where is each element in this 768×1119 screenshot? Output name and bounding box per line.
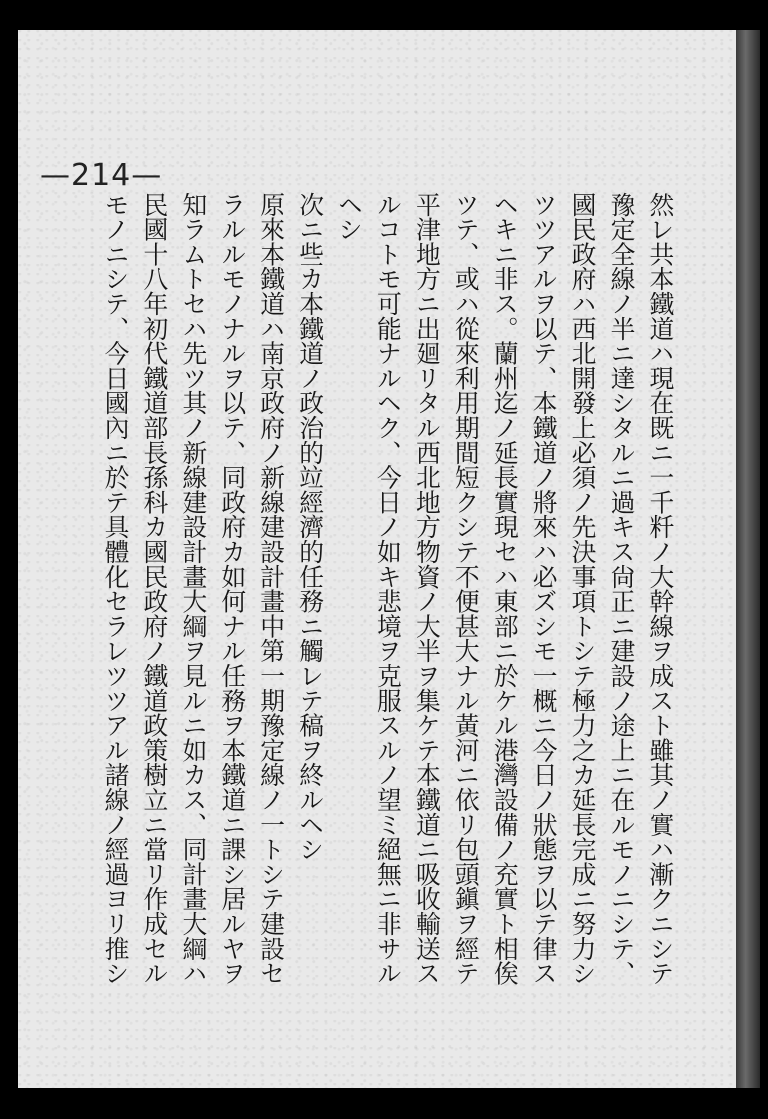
text-column: 豫定全線ノ半ニ達シタルニ過キス尙正ニ建設ノ途上ニ在ルモノニシテ、 [606, 192, 636, 986]
text-column: 原來本鐵道ハ南京政府ノ新線建設計畫中第一期豫定線ノ一トシテ建設セ [256, 192, 286, 986]
text-column: ヘキニ非ス。蘭州迄ノ延長實現セハ東部ニ於ケル港灣設備ノ充實ト相俟 [490, 192, 520, 986]
text-column: ツテ、或ハ從來利用期間短クシテ不便甚大ナル黃河ニ依リ包頭鎭ヲ經テ [451, 192, 481, 986]
text-column: 次ニ些カ本鐵道ノ政治的竝經濟的任務ニ觸レテ稿ヲ終ルヘシ [295, 192, 325, 862]
text-column: ルコトモ可能ナルヘク、今日ノ如キ悲境ヲ克服スルノ望ミ絕無ニ非サル [373, 192, 403, 986]
text-column: ヘシ [334, 192, 364, 242]
text-column: ツツアルヲ以テ、本鐵道ノ將來ハ必ズシモ一概ニ今日ノ狀態ヲ以テ律ス [529, 192, 559, 986]
text-column: 平津地方ニ出廻リタル西北地方物資ノ大半ヲ集ケテ本鐵道ニ吸收輸送ス [412, 192, 442, 986]
book-spine [736, 30, 760, 1088]
text-column: 民國十八年初代鐵道部長孫科カ國民政府ノ鐵道政策樹立ニ當リ作成セル [139, 192, 169, 986]
text-column: 然レ共本鐵道ハ現在既ニ一千粁ノ大幹線ヲ成スト雖其ノ實ハ漸クニシテ [645, 192, 675, 986]
page-number: —214— [40, 158, 163, 193]
vertical-text-body [100, 192, 675, 1052]
text-column: ラルルモノナルヲ以テ、同政府カ如何ナル任務ヲ本鐵道ニ課シ居ルヤヲ [217, 192, 247, 986]
text-column: 國民政府ハ西北開發上必須ノ先決事項トシテ極力之カ延長完成ニ努力シ [568, 192, 598, 986]
text-column: モノニシテ、今日國內ニ於テ具體化セラレツツアル諸線ノ經過ヨリ推シ [101, 192, 130, 986]
text-column: 知ラムトセハ先ツ其ノ新線建設計畫大綱ヲ見ルニ如カス、同計畫大綱ハ [178, 192, 208, 986]
